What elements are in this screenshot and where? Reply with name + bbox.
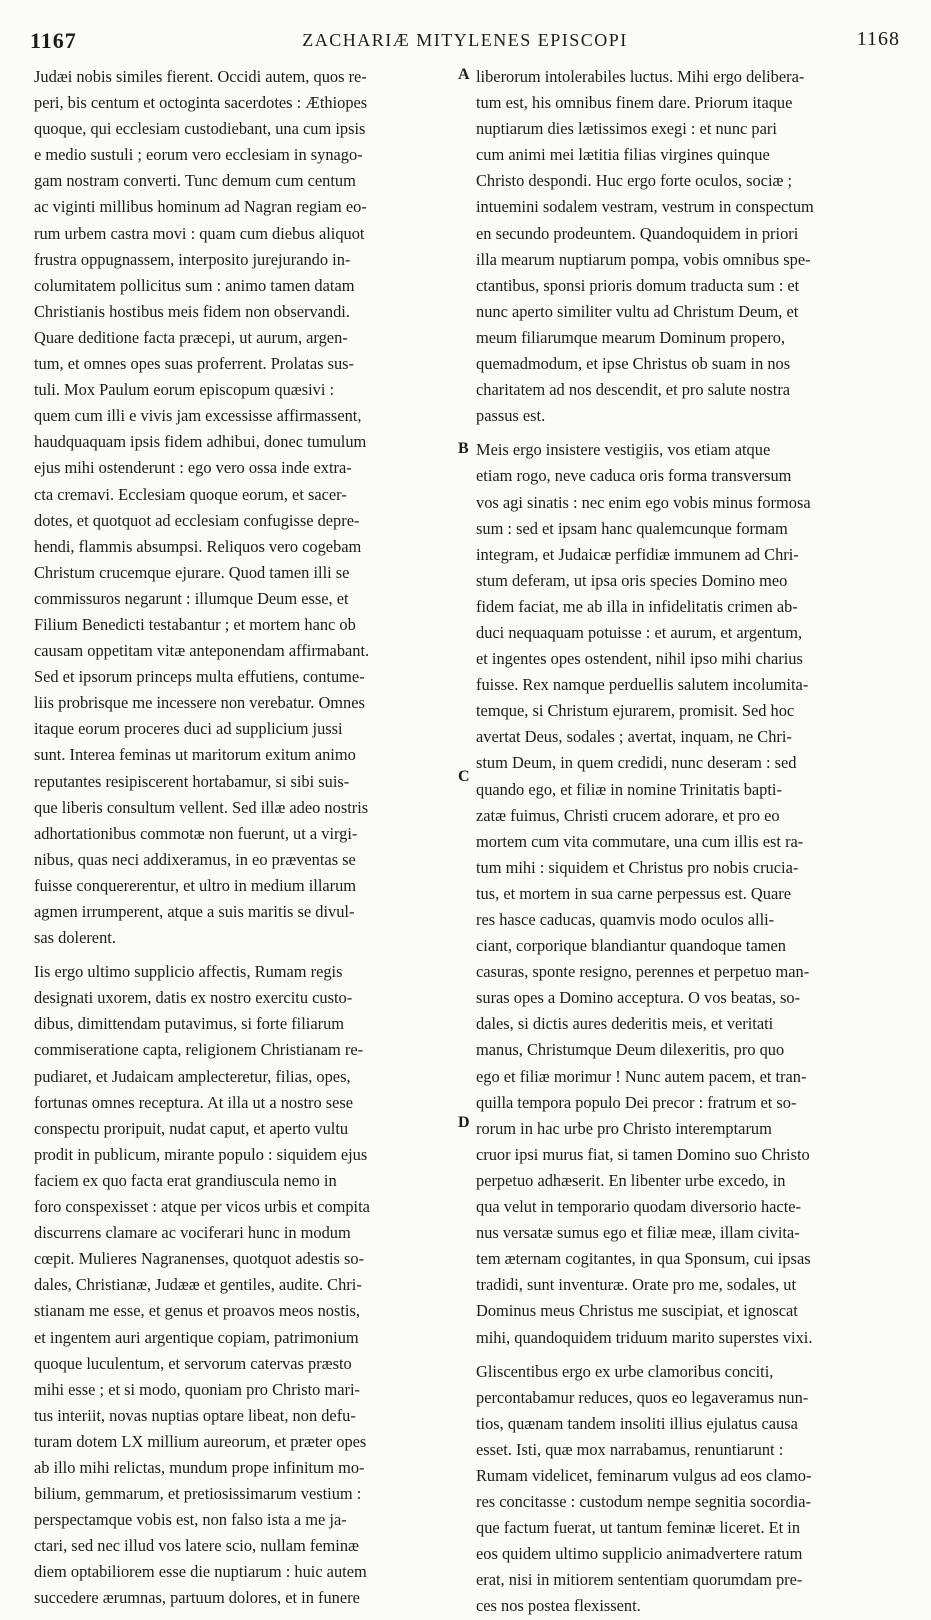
text-line: tus, et mortem in sua carne perpessus est. Quare [476, 883, 791, 903]
text-line: commiseratione capta, religionem Christianam re- [34, 1040, 364, 1060]
text-line: cœpit. Mulieres Nagranenses, quotquot adestis so- [34, 1249, 365, 1269]
text-line: reputantes resipiscerent hortabamur, si sibi suis- [34, 771, 350, 791]
text-line: illa mearum nuptiarum pompa, vobis omnibus spe- [476, 249, 811, 269]
right-column [476, 64, 894, 1620]
text-line: en secundo prodeuntem. Quandoquidem in priori [476, 223, 799, 243]
text-line: et ingentes opes ostendent, nihil ipso mihi charius [476, 649, 803, 669]
text-line: vos agi sinatis : nec enim ego vobis minus formosa [476, 492, 811, 512]
text-line: ciant, corporique blandiantur quandoque tamen [476, 936, 786, 956]
text-line: mihi, quandoquidem triduum marito superstes vixi. [476, 1327, 813, 1347]
text-line: rorum in hac urbe pro Christo interemptarum [476, 1118, 772, 1138]
text-line: prodit in publicum, mirante populo : siquidem ejus [34, 1144, 368, 1164]
text-line: quoque, qui ecclesiam custodiebant, una cum ipsis [34, 119, 366, 139]
text-line: Christo despondi. Huc ergo forte oculos, sociæ ; [476, 171, 793, 191]
text-line: ctantibus, sponsi prioris domum traducta sum : et [476, 275, 800, 295]
text-line: stianam me esse, et genus et proavos meos nostis, [34, 1301, 360, 1321]
text-line: que liberis consultum vellent. Sed illæ adeo nostris [34, 797, 369, 817]
text-line: fidem faciat, me ab illa in infidelitatis crimen ab- [476, 596, 798, 616]
text-line: quando ego, et filiæ in nomine Trinitatis bapti- [476, 779, 782, 799]
text-line: Sed et ipsorum princeps multa effutiens, contume- [34, 667, 365, 687]
text-line: zatæ fuimus, Christi crucem adorare, et pro eo [476, 805, 780, 825]
text-line: sunt. Interea feminas ut maritorum exitum animo [34, 745, 356, 765]
text-line: integram, et Judaicæ perfidiæ immunem ad Chri- [476, 544, 799, 564]
text-line: commissuros negarunt : illumque Deum esse, et [34, 588, 349, 608]
left-column [34, 64, 456, 1612]
text-line: ab illo mihi relictas, mundum prope infinitum mo- [34, 1457, 365, 1477]
text-line: dales, Christianæ, Judææ et gentiles, audite. Chri- [34, 1275, 362, 1295]
text-line: nibus, quas neci addixeramus, in eo præventas se [34, 849, 356, 869]
text-line: que factum fuerat, ut tantum feminæ liceret. Et in [476, 1518, 801, 1538]
text-line: passus est. [476, 406, 546, 426]
text-line: intuemini sodalem vestram, vestrum in conspectum [476, 197, 814, 217]
text-line: liis probrisque me incessere non verebatur. Omnes [34, 693, 365, 713]
text-line: nunc aperto similiter vultu ad Christum Deum, et [476, 301, 799, 321]
text-line: Meis ergo insistere vestigiis, vos etiam atque [476, 440, 771, 460]
text-line: foro conspexisset : atque per vicos urbis et compita [34, 1197, 370, 1217]
text-line: quilla tempora populo Dei precor : fratrum et so- [476, 1092, 797, 1112]
text-line: Dominus meus Christus me suscipiat, et ignoscat [476, 1301, 798, 1321]
text-line: pudiaret, et Judaicam amplecteretur, filias, opes, [34, 1066, 351, 1086]
text-line: fortunas omnes receptura. At illa ut a nostro sese [34, 1092, 354, 1112]
text-line: dales, si dictis aures dederitis meis, et veritati [476, 1014, 774, 1034]
text-line: Iis ergo ultimo supplicio affectis, Rumam regis [34, 962, 343, 982]
text-line: perpetuo adhæserit. En libenter urbe excedo, in [476, 1170, 786, 1190]
text-line: fuisse. Rex namque perduellis salutem incolumita- [476, 675, 809, 695]
text-line: cruor ipsi murus fiat, si tamen Domino suo Christo [476, 1144, 810, 1164]
text-line: sum : sed et ipsam hanc qualemcunque formam [476, 518, 788, 538]
text-line: hendi, flammis absumpsi. Reliquos vero cogebam [34, 536, 362, 556]
text-line: quemadmodum, et ipse Christus ob suam in nos [476, 354, 791, 374]
text-line: mihi esse ; et si modo, quoniam pro Christo mari- [34, 1379, 360, 1399]
text-line: suras opes a Domino acceptura. O vos beatas, so- [476, 988, 801, 1008]
text-line: perspectamque vobis est, non falso ista a me ja- [34, 1510, 347, 1530]
margin-marker-b: B [458, 440, 469, 457]
text-line: tus interiit, novas nuptias optare libeat, non defu- [34, 1405, 356, 1425]
text-line: causam oppetitam vitæ anteponendam affirmabant. [34, 641, 370, 661]
text-line: agmen irrumperent, atque a suis maritis se divul- [34, 902, 355, 921]
margin-marker-a: A [458, 66, 470, 83]
running-title: ZACHARIÆ MITYLENES EPISCOPI [302, 30, 628, 50]
text-line: tem æternam cogitantes, in qua Sponsum, cui ipsas [476, 1249, 811, 1269]
text-line: et ingentem auri argentique copiam, patrimonium [34, 1327, 359, 1347]
text-line: Filium Benedicti testabantur ; et mortem hanc ob [34, 614, 356, 634]
text-line: Quare deditione facta præcepi, ut aurum, argen- [34, 327, 348, 347]
text-line: duci nequaquam potuisse : et aurum, et argentum, [476, 622, 803, 642]
text-line: itaque eorum proceres duci ad supplicium jussi [34, 719, 343, 739]
text-line: temque, si Christum ejurarem, promisit. Sed hoc [476, 701, 795, 721]
page-header [30, 28, 900, 58]
margin-marker-d: D [458, 1114, 470, 1131]
text-line: res concitasse : custodum nempe segnitia socordia- [476, 1492, 811, 1512]
text-line: esset. Isti, quæ mox narrabamus, renuntiarunt : [476, 1439, 784, 1459]
text-line: percontabamur reduces, quos eo legaveramus nun- [476, 1387, 809, 1407]
text-line: meum filiarumque mearum Dominum propero, [476, 327, 786, 347]
text-line: avertat Deus, sodales ; avertat, inquam, ne Chri- [476, 727, 792, 747]
text-line: liberorum intolerabiles luctus. Mihi ergo delibera- [476, 67, 805, 86]
text-line: bilium, gemmarum, et pretiosissimarum vestium : [34, 1484, 362, 1504]
margin-marker-c: C [458, 768, 470, 785]
text-line: eos quidem ultimo supplicio animadvertere ratum [476, 1544, 803, 1564]
text-line: stum deferam, ut ipsa oris species Domino meo [476, 570, 788, 590]
page-number-left: 1167 [30, 28, 77, 53]
text-line: nuptiarum dies lætissimos exegi : et nunc pari [476, 119, 777, 139]
text-line: haudquaquam ipsis fidem adhibui, donec tumulum [34, 432, 367, 452]
text-line: erat, nisi in mitiorem sententiam quorumdam pre- [476, 1570, 803, 1590]
text-line: faciem ex quo facta erat grandiuscula nemo in [34, 1170, 337, 1190]
text-line: ejus mihi ostenderunt : ego vero ossa inde extra- [34, 458, 352, 478]
text-line: tum mihi : siquidem et Christus pro nobis crucia- [476, 857, 799, 877]
text-line: sas dolerent. [34, 928, 116, 948]
text-line: adhortationibus commotæ non fuerunt, ut a virgi- [34, 823, 358, 843]
text-line: ego et filiæ morimur ! Nunc autem pacem, et tran- [476, 1066, 807, 1086]
text-line: columitatem pollicitus sum : animo tamen datam [34, 275, 355, 295]
text-line: res hasce caducas, quamvis modo oculos alli- [476, 910, 775, 929]
text-line: e medio sustuli ; eorum vero ecclesiam in synago- [34, 145, 363, 165]
text-line: succedere ærumnas, partuum dolores, et in funere [34, 1588, 360, 1608]
text-line: quem cum illi e vivis jam excessisse affirmassent, [34, 406, 362, 426]
text-line: tum, et omnes opes suas proferrent. Prolatas sus- [34, 354, 355, 374]
text-line: ctari, sed nec illud vos latere scio, nullam feminæ [34, 1536, 359, 1556]
text-line: Gliscentibus ergo ex urbe clamoribus conciti, [476, 1361, 774, 1381]
text-line: dotes, et quotquot ad ecclesiam confugisse depre- [34, 510, 360, 530]
text-line: Christianis hostibus meis fidem non observandi. [34, 301, 350, 321]
text-line: etiam rogo, neve caduca oris forma transversum [476, 466, 792, 486]
text-line: diem optabiliorem esse die nuptiarum : huic autem [34, 1562, 367, 1582]
text-line: designati uxorem, datis ex nostro exercitu custo- [34, 988, 353, 1008]
page-number-right: 1168 [856, 28, 900, 50]
text-line: quoque luculentum, et servorum catervas præsto [34, 1353, 352, 1373]
text-line: dibus, dimittendam putavimus, si forte filiarum [34, 1014, 345, 1034]
text-line: qua velut in temporario quodam diversorio hacte- [476, 1197, 801, 1217]
text-line: peri, bis centum et octoginta sacerdotes : Æthiopes [34, 93, 368, 113]
text-line: manus, Christumque Deum dilexeritis, pro quo [476, 1040, 785, 1060]
text-line: conspectu proripuit, nudat caput, et aperto vultu [34, 1118, 349, 1138]
text-line: tuli. Mox Paulum eorum episcopum quæsivi : [34, 380, 335, 400]
text-line: turam dotem LX millium aureorum, et præter opes [34, 1431, 367, 1451]
text-line: cta cremavi. Ecclesiam quoque eorum, et sacer- [34, 484, 347, 504]
text-line: mortem cum vita commutare, una cum illis est ra- [476, 831, 804, 851]
text-line: gam nostram converti. Tunc demum cum centum [34, 171, 356, 191]
text-line: Christum crucemque ejurare. Quod tamen illi se [34, 562, 350, 582]
text-line: fuisse conquererentur, et ultro in medium illarum [34, 875, 357, 895]
text-line: ac viginti millibus hominum ad Nagran regiam eo- [34, 197, 367, 217]
text-line: ces nos postea flexissent. [476, 1596, 641, 1616]
text-line: casuras, sponte resigno, perennes et perpetuo man- [476, 962, 810, 982]
text-line: tios, quænam tandem insoliti illius ejulatus causa [476, 1413, 798, 1433]
text-line: Judæi nobis similes fierent. Occidi autem, quos re- [34, 67, 367, 86]
text-line: rum urbem castra movi : quam cum diebus aliquot [34, 223, 365, 243]
text-line: Rumam videlicet, feminarum vulgus ad eos clamo- [476, 1465, 812, 1485]
text-line: frustra oppugnassem, interposito jurejurando in- [34, 249, 351, 269]
text-line: stum Deum, in quem credidi, nunc deseram : sed [476, 753, 797, 773]
text-line: charitatem ad nos descendit, et pro salute nostra [476, 380, 791, 400]
text-line: cum animi mei lætitia filias virgines quinque [476, 145, 770, 165]
text-line: nus versatæ sumus ego et filiæ meæ, illam civita- [476, 1223, 800, 1243]
text-line: tradidi, sunt inventuræ. Orate pro me, sodales, ut [476, 1275, 797, 1295]
text-line: discurrens clamare ac vociferari hunc in modum [34, 1223, 351, 1243]
text-line: tum est, his omnibus finem dare. Priorum itaque [476, 93, 793, 113]
